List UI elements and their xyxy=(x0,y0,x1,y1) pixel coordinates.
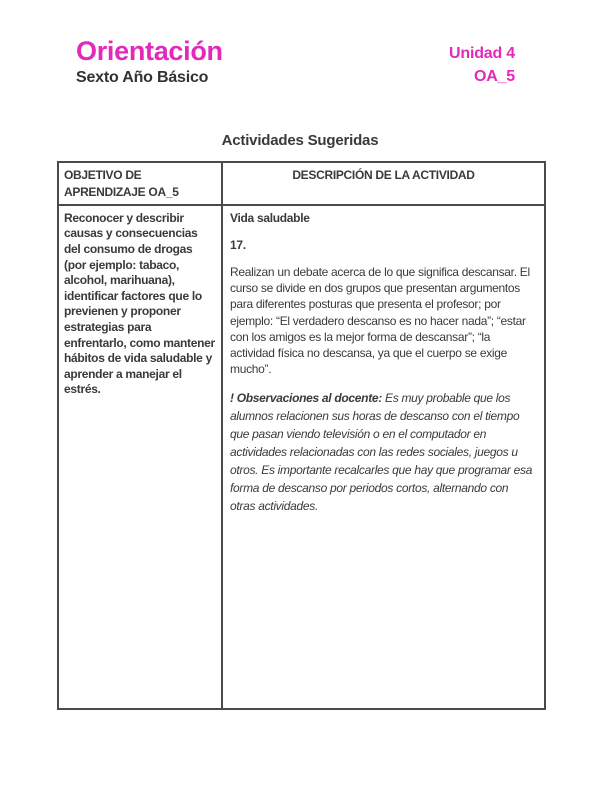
teacher-note-text: Es muy probable que los alumnos relacionen sus horas de descanso con el tiempo que pasan viendo televisión o en el computador en actividades relacionadas con las redes sociales, juegos u otros. Es importante recalcarles que hay que programar esa forma de descanso por periodos cortos, alternando con otras actividades. xyxy=(230,391,533,514)
activity-description: Realizan un debate acerca de lo que significa descansar. El curso se divide en dos grupos que presentan argumentos para diferentes posturas que presenta el profesor; por ejemplo: “El verdadero descanso es no hacer nada”; “estar con los amigos es la mejor forma de descansar”; “la actividad física no descansa, ya que el cuerpo se exige mucho”. xyxy=(230,265,530,377)
activity-number: 17. xyxy=(230,238,246,253)
activities-table-body xyxy=(58,205,545,709)
page-title: Actividades Sugeridas xyxy=(221,132,379,150)
header-right-block xyxy=(449,37,515,88)
description-cell xyxy=(222,205,545,709)
activities-table xyxy=(57,161,546,709)
teacher-note-label: ! Observaciones al docente: xyxy=(230,391,382,406)
document-header xyxy=(0,0,600,88)
activity-section-title: Vida saludable xyxy=(230,210,310,225)
objective-text: Reconocer y describir causas y consecuencias del consumo de drogas (por ejemplo: tabaco, alcohol, marihuana), identificar factores que lo previenen y proponer estrategias para enfrentarlo, como mantener hábitos de vida saludable y aprender a manejar el estrés. xyxy=(64,210,215,397)
description-column-header: DESCRIPCIÓN DE LA ACTIVIDAD xyxy=(222,162,545,204)
grade-subtitle: Sexto Año Básico xyxy=(76,69,209,87)
header-left-block xyxy=(76,37,223,87)
subject-title: Orientación xyxy=(76,36,223,66)
activities-table-header xyxy=(58,162,545,204)
unit-label: Unidad 4 xyxy=(449,45,515,62)
objective-column-header: OBJETIVO DE APRENDIZAJE OA_5 xyxy=(58,162,222,204)
teacher-note xyxy=(230,389,536,515)
table-row xyxy=(58,205,545,709)
objective-cell xyxy=(58,205,222,709)
oa-code-label: OA_5 xyxy=(474,67,515,85)
table-header-row xyxy=(58,162,545,204)
